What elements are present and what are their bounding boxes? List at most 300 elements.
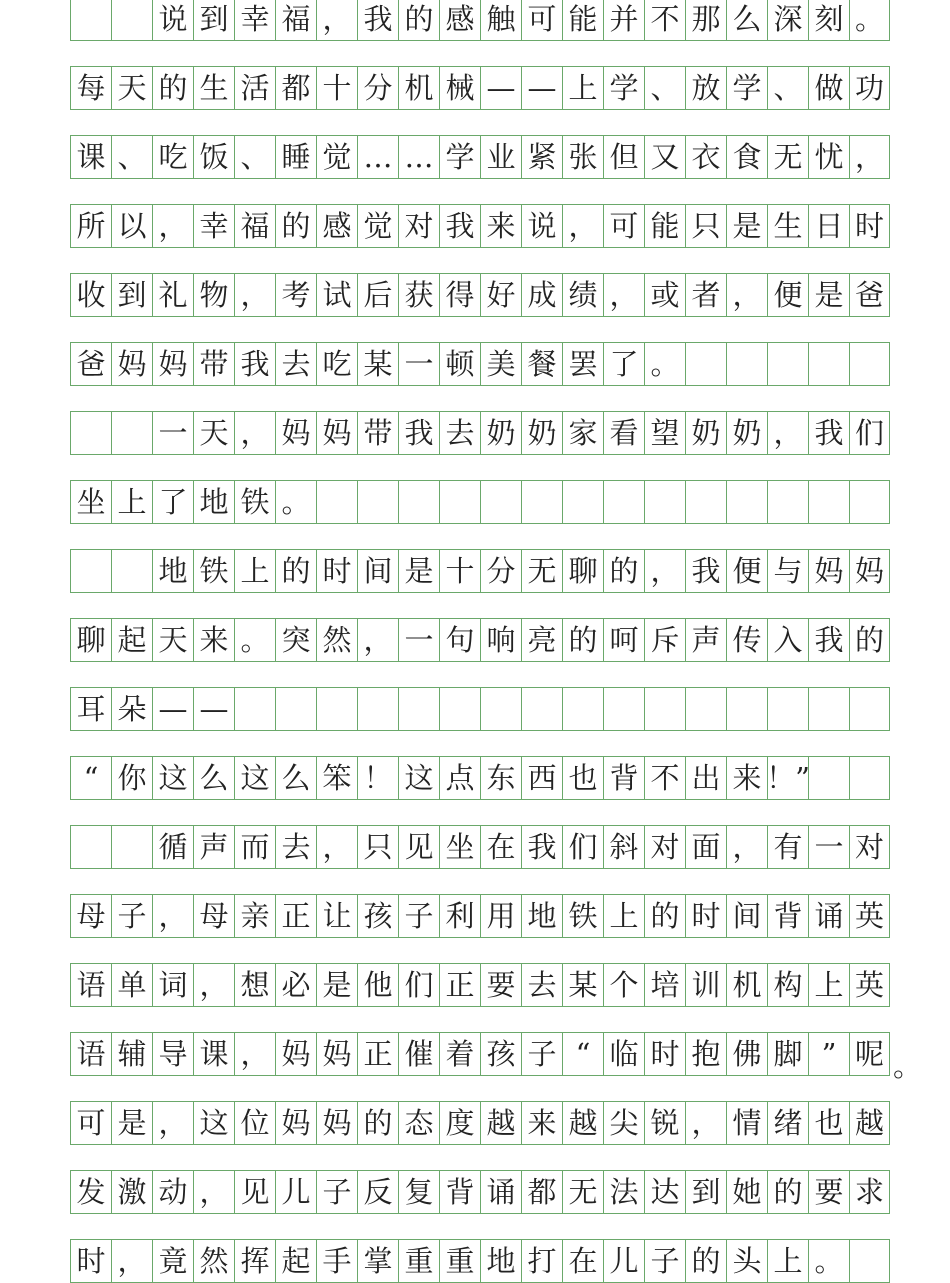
manuscript-row [70,618,890,662]
grid-cell: 都 [275,67,316,109]
grid-cell: 奶 [480,412,521,454]
grid-cell: 看 [603,412,644,454]
grid-cell: 。 [644,343,685,385]
grid-cell: 们 [562,826,603,868]
grid-cell: 间 [357,550,398,592]
grid-cell: 法 [603,1171,644,1213]
grid-cell: 绩 [562,274,603,316]
grid-cell: 佛 [726,1033,767,1075]
grid-cell: 收 [70,274,111,316]
grid-cell: 我 [439,205,480,247]
grid-cell: 礼 [152,274,193,316]
grid-cell: 点 [439,757,480,799]
grid-cell [603,688,644,730]
grid-cell: 一 [808,826,849,868]
grid-cell: 打 [521,1240,562,1282]
manuscript-row [70,963,890,1007]
grid-cell: 家 [562,412,603,454]
grid-cell: 成 [521,274,562,316]
grid-cell: 笨 [316,757,357,799]
grid-cell: 妈 [316,412,357,454]
grid-cell: 孩 [480,1033,521,1075]
grid-cell: 重 [398,1240,439,1282]
grid-cell: 触 [480,0,521,40]
grid-cell: 我 [808,412,849,454]
grid-cell: 背 [439,1171,480,1213]
grid-cell: 越 [562,1102,603,1144]
manuscript-row [70,687,890,731]
grid-cell: 课 [70,136,111,178]
grid-cell: 达 [644,1171,685,1213]
grid-cell: … [357,136,398,178]
grid-cell: 试 [316,274,357,316]
grid-cell: 福 [234,205,275,247]
grid-cell [316,688,357,730]
grid-cell: 导 [152,1033,193,1075]
grid-cell: 以 [111,205,152,247]
manuscript-row [70,66,890,110]
grid-cell [562,481,603,523]
grid-cell: 与 [767,550,808,592]
grid-cell: 声 [685,619,726,661]
grid-cell: 儿 [603,1240,644,1282]
grid-cell [685,343,726,385]
grid-cell: 在 [562,1240,603,1282]
grid-cell: 紧 [521,136,562,178]
grid-cell: 时 [849,205,890,247]
grid-cell: 必 [275,964,316,1006]
grid-cell: 她 [726,1171,767,1213]
grid-cell: 、 [234,136,275,178]
grid-cell: 幸 [234,0,275,40]
grid-cell: 求 [849,1171,890,1213]
grid-cell: 机 [726,964,767,1006]
grid-cell: 我 [521,826,562,868]
grid-cell: 带 [357,412,398,454]
grid-cell: 是 [726,205,767,247]
grid-cell [275,688,316,730]
grid-cell: — [480,67,521,109]
grid-cell: 聊 [70,619,111,661]
grid-cell: — [193,688,234,730]
grid-cell [439,688,480,730]
grid-cell: 每 [70,67,111,109]
grid-cell: 考 [275,274,316,316]
grid-cell: 那 [685,0,726,40]
grid-cell: 声 [193,826,234,868]
grid-cell: 我 [234,343,275,385]
grid-cell: 个 [603,964,644,1006]
grid-cell: 都 [521,1171,562,1213]
grid-cell: 锐 [644,1102,685,1144]
grid-cell: 地 [480,1240,521,1282]
grid-cell: 动 [152,1171,193,1213]
grid-cell: 正 [439,964,480,1006]
grid-cell: 反 [357,1171,398,1213]
grid-cell: 上 [111,481,152,523]
grid-cell: 头 [726,1240,767,1282]
grid-cell: 西 [521,757,562,799]
grid-cell: 生 [767,205,808,247]
grid-cell: 但 [603,136,644,178]
grid-cell: 时 [316,550,357,592]
grid-cell: 张 [562,136,603,178]
grid-cell: 面 [685,826,726,868]
grid-cell: 衣 [685,136,726,178]
grid-cell: 句 [439,619,480,661]
grid-cell: 去 [275,826,316,868]
grid-cell [316,481,357,523]
grid-cell: 见 [234,1171,275,1213]
grid-cell: 机 [398,67,439,109]
grid-cell: 。 [849,0,890,40]
grid-cell: 他 [357,964,398,1006]
grid-cell: 能 [562,0,603,40]
grid-cell: ， [316,826,357,868]
grid-cell: 顿 [439,343,480,385]
grid-cell [767,343,808,385]
grid-cell: 训 [685,964,726,1006]
grid-cell: 抱 [685,1033,726,1075]
grid-cell [849,1240,890,1282]
grid-cell: 爸 [849,274,890,316]
grid-cell: 时 [644,1033,685,1075]
grid-cell: 美 [480,343,521,385]
grid-cell: 正 [275,895,316,937]
grid-cell: 后 [357,274,398,316]
grid-cell: 不 [644,0,685,40]
grid-cell: ， [603,274,644,316]
grid-cell: 利 [439,895,480,937]
grid-cell: ， [111,1240,152,1282]
grid-cell: ！ [357,757,398,799]
grid-cell: 的 [562,619,603,661]
grid-cell: 英 [849,895,890,937]
grid-cell: 妈 [275,1102,316,1144]
grid-cell: 要 [808,1171,849,1213]
grid-cell: 耳 [70,688,111,730]
grid-cell: 爸 [70,343,111,385]
grid-cell: 深 [767,0,808,40]
manuscript-row [70,756,890,800]
grid-cell: 所 [70,205,111,247]
manuscript-row [70,342,890,386]
grid-cell: 只 [357,826,398,868]
grid-cell: 东 [480,757,521,799]
grid-cell: ， [726,826,767,868]
grid-cell: 重 [439,1240,480,1282]
grid-cell: 睡 [275,136,316,178]
grid-cell: 忧 [808,136,849,178]
grid-cell: 而 [234,826,275,868]
grid-cell [726,688,767,730]
grid-cell: 到 [193,0,234,40]
grid-cell: 时 [70,1240,111,1282]
grid-cell: ， [193,1171,234,1213]
grid-cell: 幸 [193,205,234,247]
grid-cell [521,481,562,523]
grid-cell: 词 [152,964,193,1006]
grid-cell: 上 [562,67,603,109]
grid-cell: 情 [726,1102,767,1144]
grid-cell: 间 [726,895,767,937]
grid-cell: 能 [644,205,685,247]
manuscript-row [70,1239,890,1283]
manuscript-row [70,1170,890,1214]
grid-cell: 么 [726,0,767,40]
grid-cell [849,481,890,523]
grid-cell: 背 [767,895,808,937]
grid-cell: 可 [521,0,562,40]
grid-cell: 发 [70,1171,111,1213]
grid-cell: 只 [685,205,726,247]
grid-cell: 聊 [562,550,603,592]
grid-cell: 语 [70,964,111,1006]
grid-cell [849,757,890,799]
grid-cell: 天 [193,412,234,454]
grid-cell: 来 [521,1102,562,1144]
grid-cell [70,550,111,592]
margin-overflow-period: 。 [893,1049,923,1083]
grid-cell [111,0,152,40]
grid-cell: 度 [439,1102,480,1144]
grid-cell: 学 [439,136,480,178]
grid-cell: 一 [398,619,439,661]
grid-cell [234,688,275,730]
grid-cell: 天 [152,619,193,661]
grid-cell: 铁 [562,895,603,937]
grid-cell: 十 [316,67,357,109]
grid-cell: 诵 [480,1171,521,1213]
grid-cell: ， [767,412,808,454]
grid-cell: 子 [316,1171,357,1213]
grid-cell: 见 [398,826,439,868]
grid-cell: 的 [767,1171,808,1213]
grid-cell: 妈 [808,550,849,592]
grid-cell: 入 [767,619,808,661]
grid-cell: 临 [603,1033,644,1075]
grid-cell: 、 [644,67,685,109]
grid-cell: 上 [603,895,644,937]
grid-cell: 时 [685,895,726,937]
grid-cell: 态 [398,1102,439,1144]
grid-cell: 铁 [193,550,234,592]
grid-cell: ” [808,1033,849,1075]
manuscript-row [70,204,890,248]
grid-cell: 来 [480,205,521,247]
grid-cell: 循 [152,826,193,868]
grid-cell: 亮 [521,619,562,661]
grid-cell [521,688,562,730]
grid-cell: 。 [275,481,316,523]
grid-cell: 我 [398,412,439,454]
grid-cell [808,688,849,730]
grid-cell: 刻 [808,0,849,40]
grid-cell: 可 [603,205,644,247]
manuscript-row [70,135,890,179]
manuscript-row [70,1101,890,1145]
grid-cell: 么 [275,757,316,799]
grid-cell: 有 [767,826,808,868]
grid-cell: 构 [767,964,808,1006]
grid-cell: 出 [685,757,726,799]
grid-cell: 感 [316,205,357,247]
grid-cell: 孩 [357,895,398,937]
grid-cell: … [398,136,439,178]
manuscript-row [70,894,890,938]
grid-cell: 的 [275,205,316,247]
grid-cell: 么 [193,757,234,799]
grid-cell: 子 [111,895,152,937]
grid-cell: 感 [439,0,480,40]
grid-cell: 位 [234,1102,275,1144]
grid-cell: 地 [152,550,193,592]
grid-cell: 我 [357,0,398,40]
grid-cell: 觉 [357,205,398,247]
grid-cell: 某 [562,964,603,1006]
grid-cell: 放 [685,67,726,109]
grid-cell: 无 [562,1171,603,1213]
grid-cell: 无 [767,136,808,178]
grid-cell: 斥 [644,619,685,661]
grid-cell: “ [70,757,111,799]
grid-cell: 便 [767,274,808,316]
grid-cell: 复 [398,1171,439,1213]
grid-cell [767,481,808,523]
grid-cell: 奶 [726,412,767,454]
grid-cell: 我 [808,619,849,661]
grid-cell: 培 [644,964,685,1006]
grid-cell [357,688,398,730]
grid-cell: 们 [849,412,890,454]
grid-cell [111,550,152,592]
manuscript-row [70,1032,890,1076]
manuscript-row [70,480,890,524]
grid-cell: 对 [849,826,890,868]
grid-cell: 妈 [111,343,152,385]
grid-cell [808,481,849,523]
grid-cell: 来 [726,757,767,799]
grid-cell [808,757,849,799]
grid-cell: 带 [193,343,234,385]
grid-cell [849,688,890,730]
grid-cell: 的 [152,67,193,109]
grid-cell: 奶 [521,412,562,454]
grid-cell: 去 [521,964,562,1006]
grid-cell: 妈 [316,1033,357,1075]
grid-cell: 是 [398,550,439,592]
grid-cell: 并 [603,0,644,40]
grid-cell: 朵 [111,688,152,730]
grid-cell: 食 [726,136,767,178]
grid-cell: 的 [849,619,890,661]
grid-cell: 手 [316,1240,357,1282]
grid-cell: 越 [480,1102,521,1144]
grid-cell [70,412,111,454]
grid-cell: 这 [152,757,193,799]
grid-cell: 课 [193,1033,234,1075]
grid-cell: 妈 [849,550,890,592]
grid-cell: 分 [480,550,521,592]
grid-cell: ， [152,895,193,937]
grid-cell: 绪 [767,1102,808,1144]
grid-cell: 罢 [562,343,603,385]
grid-cell [849,343,890,385]
grid-cell [70,0,111,40]
grid-cell: 觉 [316,136,357,178]
grid-cell [726,481,767,523]
grid-cell: 亲 [234,895,275,937]
grid-cell: 功 [849,67,890,109]
grid-cell: 做 [808,67,849,109]
grid-cell [480,481,521,523]
grid-cell: 传 [726,619,767,661]
grid-cell: ， [152,205,193,247]
grid-cell: ， [726,274,767,316]
grid-cell: ， [316,0,357,40]
grid-cell: 上 [767,1240,808,1282]
grid-cell: — [152,688,193,730]
grid-cell: 母 [193,895,234,937]
grid-cell: 妈 [275,412,316,454]
grid-cell: 、 [767,67,808,109]
grid-cell: 某 [357,343,398,385]
grid-cell: 让 [316,895,357,937]
grid-cell: 去 [439,412,480,454]
grid-cell [603,481,644,523]
grid-cell: 。 [234,619,275,661]
grid-cell: 无 [521,550,562,592]
grid-cell: 子 [398,895,439,937]
grid-cell: 辅 [111,1033,152,1075]
grid-cell: 铁 [234,481,275,523]
grid-cell: ！” [767,757,808,799]
grid-cell: 挥 [234,1240,275,1282]
grid-cell: 竟 [152,1240,193,1282]
grid-cell: 这 [193,1102,234,1144]
grid-cell: 不 [644,757,685,799]
grid-cell: 英 [849,964,890,1006]
grid-cell: 是 [808,274,849,316]
grid-cell: 子 [644,1240,685,1282]
grid-cell: 日 [808,205,849,247]
grid-cell: ， [152,1102,193,1144]
grid-cell: 学 [726,67,767,109]
grid-cell [726,343,767,385]
grid-cell: ， [685,1102,726,1144]
grid-cell: 然 [193,1240,234,1282]
grid-cell: 呢 [849,1033,890,1075]
grid-cell: 得 [439,274,480,316]
grid-cell: ， [849,136,890,178]
grid-cell: 这 [398,757,439,799]
grid-cell: 十 [439,550,480,592]
grid-cell [644,481,685,523]
grid-cell: 械 [439,67,480,109]
grid-cell: 母 [70,895,111,937]
grid-cell: ， [193,964,234,1006]
grid-cell: ， [562,205,603,247]
grid-cell: 响 [480,619,521,661]
grid-cell: 可 [70,1102,111,1144]
grid-cell [685,688,726,730]
grid-cell: 学 [603,67,644,109]
grid-cell: 的 [685,1240,726,1282]
grid-cell: 我 [685,550,726,592]
grid-cell [480,688,521,730]
grid-cell: 儿 [275,1171,316,1213]
grid-cell: 或 [644,274,685,316]
